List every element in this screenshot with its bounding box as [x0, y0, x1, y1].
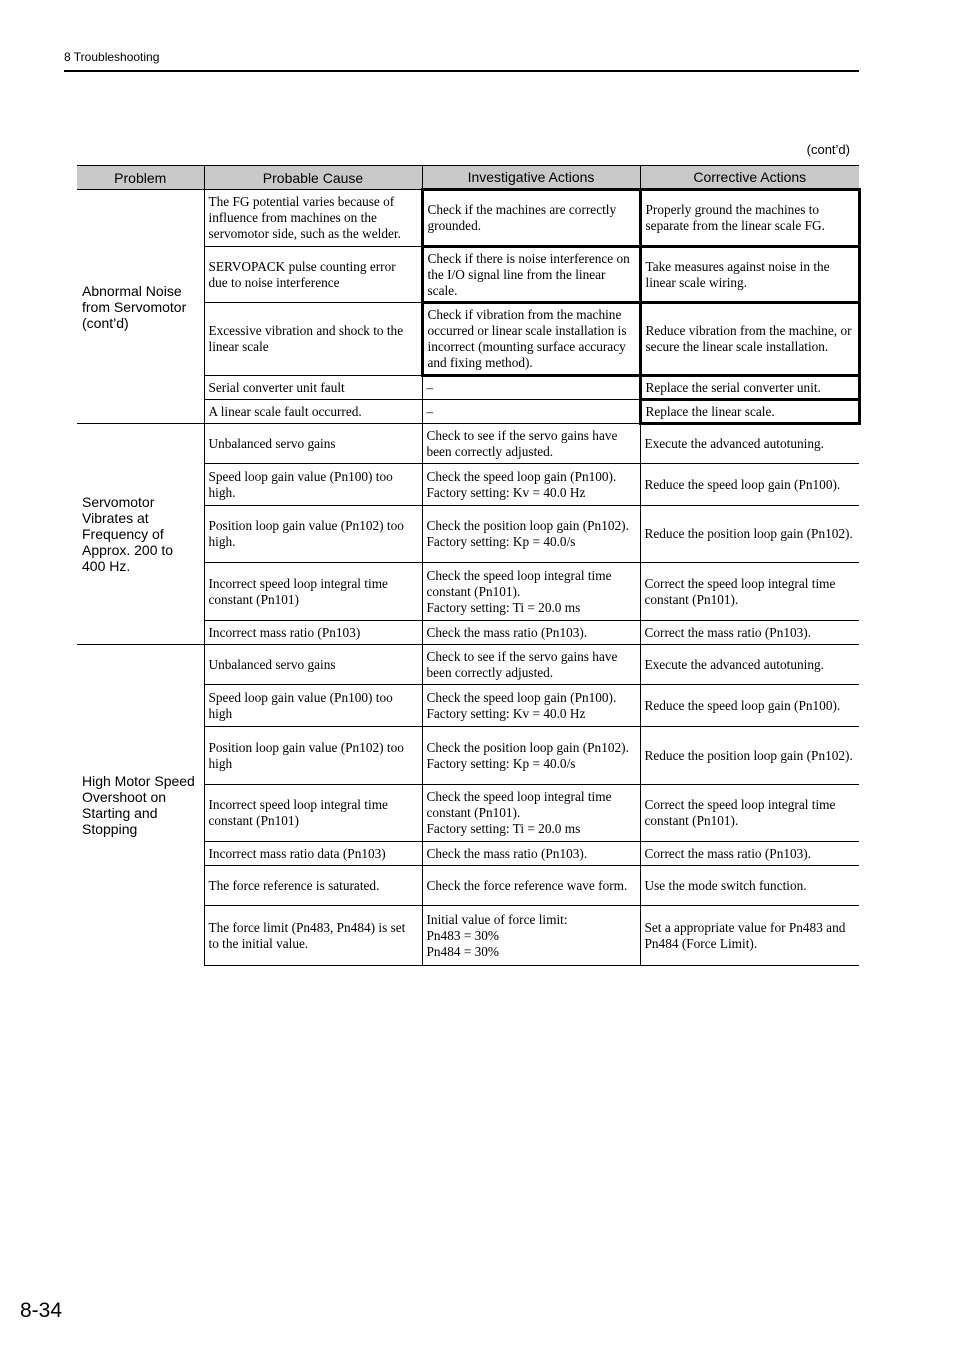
header-rule: [64, 70, 859, 72]
corrective-cell: Execute the advanced autotuning.: [640, 424, 859, 464]
column-header-investigative-actions: Investigative Actions: [422, 166, 640, 190]
troubleshooting-table: [77, 165, 861, 966]
corrective-cell: Take measures against noise in the linear scale wiring.: [640, 247, 859, 303]
cause-cell: Excessive vibration and shock to the linear scale: [204, 303, 422, 376]
action-cell: Check the speed loop gain (Pn100). Factory setting: Kv = 40.0 Hz: [422, 685, 640, 727]
corrective-cell: Correct the speed loop integral time constant (Pn101).: [640, 563, 859, 621]
corrective-cell: Reduce vibration from the machine, or secure the linear scale installation.: [640, 303, 859, 376]
cause-cell: Incorrect mass ratio data (Pn103): [204, 842, 422, 866]
action-cell: Check if there is noise interference on the I/O signal line from the linear scale.: [422, 247, 640, 303]
problem-cell: Abnormal Noise from Servomotor (cont’d): [77, 190, 204, 424]
corrective-cell: Correct the mass ratio (Pn103).: [640, 621, 859, 645]
page-number: 8-34: [20, 1299, 63, 1322]
cause-cell: Speed loop gain value (Pn100) too high.: [204, 464, 422, 506]
action-cell: Check if the machines are correctly grounded.: [422, 190, 640, 247]
corrective-cell: Set a appropriate value for Pn483 and Pn484 (Force Limit).: [640, 906, 859, 966]
action-cell: Check if vibration from the machine occurred or linear scale installation is incorrect (mounting surface accuracy and fixing method).: [422, 303, 640, 376]
action-cell: Initial value of force limit: Pn483 = 30% Pn484 = 30%: [422, 906, 640, 966]
running-head: 8 Troubleshooting: [64, 50, 160, 64]
action-cell: Check the speed loop gain (Pn100). Factory setting: Kv = 40.0 Hz: [422, 464, 640, 506]
action-cell: Check the speed loop integral time constant (Pn101). Factory setting: Ti = 20.0 ms: [422, 785, 640, 842]
column-header-probable-cause: Probable Cause: [204, 166, 422, 190]
cause-cell: Position loop gain value (Pn102) too high: [204, 727, 422, 785]
cause-cell: Serial converter unit fault: [204, 376, 422, 400]
cause-cell: Unbalanced servo gains: [204, 424, 422, 464]
cause-cell: The force reference is saturated.: [204, 866, 422, 906]
action-cell: –: [422, 400, 640, 424]
action-cell: Check to see if the servo gains have been correctly adjusted.: [422, 645, 640, 685]
cause-cell: Position loop gain value (Pn102) too high.: [204, 506, 422, 563]
corrective-cell: Use the mode switch function.: [640, 866, 859, 906]
cause-cell: The force limit (Pn483, Pn484) is set to the initial value.: [204, 906, 422, 966]
action-cell: Check the force reference wave form.: [422, 866, 640, 906]
continued-label: (cont’d): [806, 142, 850, 157]
cause-cell: The FG potential varies because of influence from machines on the servomotor side, such as the welder.: [204, 190, 422, 247]
column-header-problem: Problem: [77, 166, 204, 190]
corrective-cell: Reduce the position loop gain (Pn102).: [640, 506, 859, 563]
column-header-corrective-actions: Corrective Actions: [640, 166, 859, 190]
problem-cell: High Motor Speed Overshoot on Starting and Stopping: [77, 645, 204, 966]
action-cell: Check to see if the servo gains have been correctly adjusted.: [422, 424, 640, 464]
corrective-cell: Reduce the speed loop gain (Pn100).: [640, 685, 859, 727]
table-row: [77, 424, 859, 464]
cause-cell: Incorrect speed loop integral time constant (Pn101): [204, 563, 422, 621]
cause-cell: Unbalanced servo gains: [204, 645, 422, 685]
corrective-cell: Correct the speed loop integral time constant (Pn101).: [640, 785, 859, 842]
cause-cell: SERVOPACK pulse counting error due to noise interference: [204, 247, 422, 303]
action-cell: Check the position loop gain (Pn102). Factory setting: Kp = 40.0/s: [422, 727, 640, 785]
problem-cell: Servomotor Vibrates at Frequency of Approx. 200 to 400 Hz.: [77, 424, 204, 645]
corrective-cell: Reduce the speed loop gain (Pn100).: [640, 464, 859, 506]
corrective-cell: Properly ground the machines to separate from the linear scale FG.: [640, 190, 859, 247]
corrective-cell: Reduce the position loop gain (Pn102).: [640, 727, 859, 785]
table-row: [77, 190, 859, 247]
corrective-cell: Correct the mass ratio (Pn103).: [640, 842, 859, 866]
corrective-cell: Replace the serial converter unit.: [640, 376, 859, 400]
action-cell: Check the position loop gain (Pn102). Factory setting: Kp = 40.0/s: [422, 506, 640, 563]
table-header-row: [77, 166, 859, 190]
cause-cell: Incorrect speed loop integral time constant (Pn101): [204, 785, 422, 842]
table-row: [77, 645, 859, 685]
action-cell: Check the mass ratio (Pn103).: [422, 842, 640, 866]
action-cell: –: [422, 376, 640, 400]
action-cell: Check the speed loop integral time constant (Pn101). Factory setting: Ti = 20.0 ms: [422, 563, 640, 621]
corrective-cell: Replace the linear scale.: [640, 400, 859, 424]
cause-cell: Speed loop gain value (Pn100) too high: [204, 685, 422, 727]
action-cell: Check the mass ratio (Pn103).: [422, 621, 640, 645]
cause-cell: A linear scale fault occurred.: [204, 400, 422, 424]
corrective-cell: Execute the advanced autotuning.: [640, 645, 859, 685]
cause-cell: Incorrect mass ratio (Pn103): [204, 621, 422, 645]
